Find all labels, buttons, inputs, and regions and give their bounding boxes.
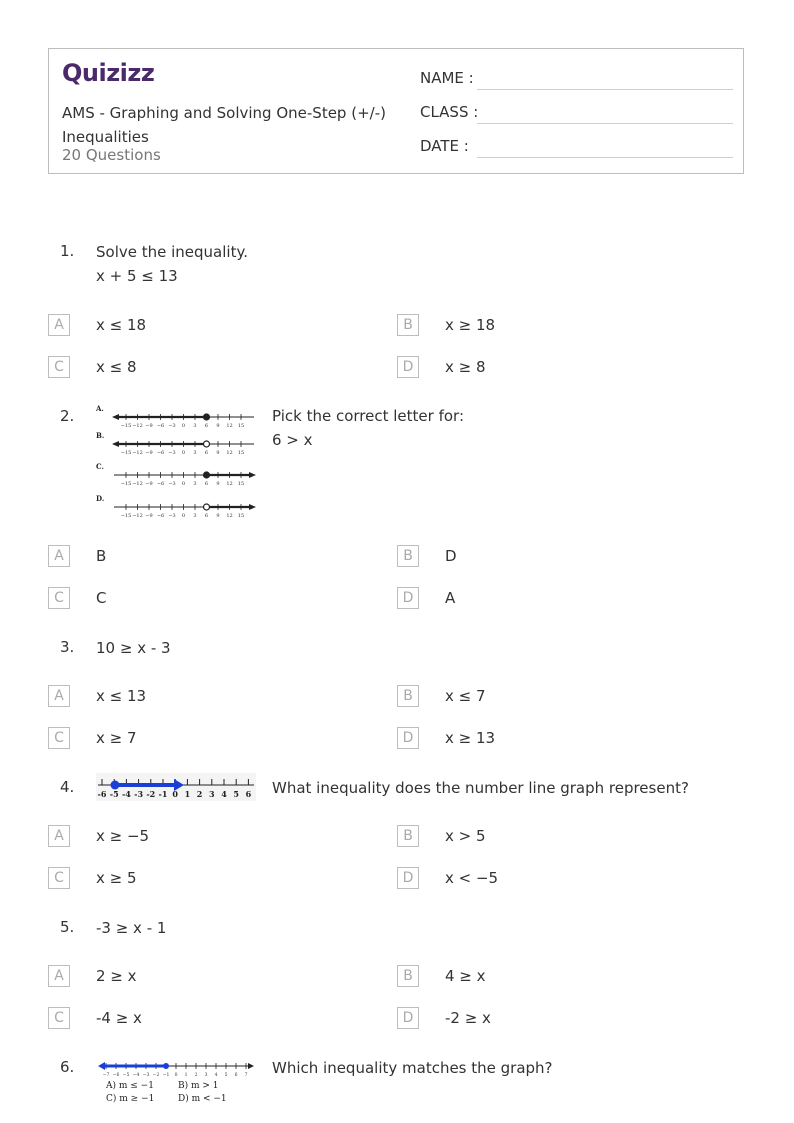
option-letter-box[interactable]: C [48, 727, 70, 749]
option-letter-box[interactable]: D [397, 727, 419, 749]
date-line [477, 157, 733, 158]
open-endpoint [204, 441, 210, 447]
tick-label: −2 [152, 1073, 160, 1078]
tick-label: 3 [209, 789, 215, 799]
number-line-figure [96, 773, 256, 801]
tick-label: 0 [172, 789, 178, 799]
worksheet-header [48, 48, 744, 174]
tick-label: −6 [156, 450, 165, 456]
tick-label: 9 [216, 423, 220, 429]
option-text: 4 ≥ x [445, 967, 486, 985]
tick-label: −9 [145, 423, 153, 429]
question-line: Pick the correct letter for: [272, 407, 464, 425]
tick-label: 6 [245, 789, 252, 799]
quizizz-logo: Quizizz [62, 59, 155, 87]
tick-label: 9 [216, 513, 220, 519]
option-letter-box[interactable]: D [397, 1007, 419, 1029]
row-label: A. [96, 404, 104, 413]
tick-label: 5 [224, 1073, 228, 1078]
tick-label: 2 [196, 789, 203, 799]
tick-label: 15 [237, 450, 245, 456]
tick-label: −12 [132, 513, 143, 519]
tick-label: −3 [142, 1073, 150, 1078]
question-line: What inequality does the number line graph represent? [272, 779, 689, 797]
tick-label: −15 [120, 423, 132, 429]
tick-label: 1 [184, 1073, 188, 1078]
option-letter-box[interactable]: D [397, 356, 419, 378]
tick-label: 3 [193, 423, 197, 429]
option-letter-box[interactable]: A [48, 545, 70, 567]
tick-label: −12 [132, 423, 143, 429]
answer-choice: C) m ≥ −1 [106, 1094, 155, 1104]
tick-label: −15 [120, 481, 132, 487]
tick-label: 12 [226, 423, 233, 429]
tick-label: -1 [158, 789, 168, 799]
tick-label: −6 [156, 481, 165, 487]
option-text: x < −5 [445, 869, 499, 887]
tick-label: 0 [181, 481, 186, 487]
tick-label: 0 [174, 1073, 178, 1078]
ray-arrowhead [98, 1062, 105, 1070]
option-text: x ≤ 8 [96, 358, 137, 376]
answer-choice: D) m < −1 [178, 1094, 227, 1104]
tick-label: 0 [181, 423, 186, 429]
tick-label: 3 [193, 481, 197, 487]
axis-arrow-right [249, 504, 256, 510]
tick-label: −5 [122, 1073, 130, 1078]
tick-label: -6 [97, 789, 107, 799]
tick-label: −12 [132, 481, 143, 487]
tick-label: -2 [146, 789, 156, 799]
question-count: 20 Questions [62, 146, 161, 164]
tick-label: 6 [234, 1073, 238, 1078]
question-number: 3. [60, 638, 75, 656]
closed-endpoint [111, 781, 120, 790]
option-letter-box[interactable]: A [48, 965, 70, 987]
answer-choice: B) m > 1 [178, 1081, 219, 1091]
question-number: 6. [60, 1058, 75, 1076]
option-text: x ≤ 18 [96, 316, 147, 334]
tick-label: 6 [204, 423, 209, 429]
question-line: Which inequality matches the graph? [272, 1059, 553, 1077]
option-text: x ≥ 18 [445, 316, 496, 334]
tick-label: 3 [193, 513, 197, 519]
option-letter-box[interactable]: C [48, 1007, 70, 1029]
option-letter-box[interactable]: D [397, 587, 419, 609]
option-letter-box[interactable]: A [48, 685, 70, 707]
option-letter-box[interactable]: B [397, 825, 419, 847]
option-text: x ≥ −5 [96, 827, 150, 845]
tick-label: 9 [216, 481, 220, 487]
tick-label: −6 [156, 423, 165, 429]
option-text: A [445, 589, 456, 607]
question-text [96, 240, 248, 288]
option-text: C [96, 589, 107, 607]
tick-label: −3 [168, 423, 176, 429]
tick-label: −12 [132, 450, 143, 456]
tick-label: 4 [221, 789, 227, 799]
question-text [272, 404, 464, 452]
option-letter-box[interactable]: D [397, 867, 419, 889]
tick-label: −9 [145, 481, 153, 487]
tick-label: 15 [237, 481, 245, 487]
tick-label: 6 [204, 450, 209, 456]
row-label: D. [96, 494, 105, 503]
option-text: x ≥ 7 [96, 729, 137, 747]
question-line: 10 ≥ x - 3 [96, 639, 171, 657]
tick-label: 12 [226, 450, 233, 456]
name-line [477, 89, 733, 90]
option-text: x ≥ 8 [445, 358, 486, 376]
tick-label: -4 [121, 789, 131, 799]
question-line: 6 > x [272, 431, 313, 449]
tick-label: 12 [226, 481, 233, 487]
axis-arrow-right [248, 1063, 254, 1069]
option-text: x > 5 [445, 827, 486, 845]
option-letter-box[interactable]: A [48, 314, 70, 336]
number-lines-figure [94, 401, 260, 521]
option-letter-box[interactable]: B [397, 545, 419, 567]
question-text [272, 776, 689, 800]
question-text [272, 1056, 553, 1080]
tick-label: -5 [109, 789, 119, 799]
option-text: x ≥ 13 [445, 729, 496, 747]
question-line: Solve the inequality. [96, 243, 248, 261]
name-label: NAME : [420, 69, 474, 87]
option-text: 2 ≥ x [96, 967, 137, 985]
tick-label: −7 [102, 1073, 110, 1078]
worksheet-title: AMS - Graphing and Solving One-Step (+/-) Inequalities [62, 104, 386, 146]
tick-label: 2 [194, 1073, 198, 1078]
tick-label: −15 [120, 513, 132, 519]
option-letter-box[interactable]: B [397, 314, 419, 336]
closed-endpoint [163, 1063, 169, 1069]
option-text: x ≥ 5 [96, 869, 137, 887]
question-number: 2. [60, 407, 75, 425]
option-letter-box[interactable]: B [397, 965, 419, 987]
tick-label: −15 [120, 450, 132, 456]
row-label: C. [96, 462, 104, 471]
tick-label: 6 [204, 481, 209, 487]
option-letter-box[interactable]: C [48, 356, 70, 378]
question-number: 5. [60, 918, 75, 936]
option-text: B [96, 547, 107, 565]
tick-label: −6 [112, 1073, 120, 1078]
tick-label: −6 [156, 513, 165, 519]
tick-label: 15 [237, 513, 245, 519]
option-letter-box[interactable]: C [48, 587, 70, 609]
tick-label: −4 [132, 1073, 140, 1078]
tick-label: 0 [181, 513, 186, 519]
tick-label: 15 [237, 423, 245, 429]
axis-arrow-right [249, 472, 256, 478]
tick-label: 1 [184, 789, 191, 799]
tick-label: 0 [181, 450, 186, 456]
option-letter-box[interactable]: A [48, 825, 70, 847]
question-line: -3 ≥ x - 1 [96, 919, 167, 937]
open-endpoint [204, 504, 210, 510]
number-line-figure [96, 1057, 258, 1107]
option-text: -4 ≥ x [96, 1009, 142, 1027]
tick-label: 5 [233, 789, 239, 799]
answer-choice: A) m ≤ −1 [106, 1081, 154, 1091]
option-text: x ≤ 13 [96, 687, 147, 705]
row-label: B. [96, 431, 105, 440]
question-text [96, 916, 166, 940]
class-label: CLASS : [420, 103, 479, 121]
tick-label: 3 [193, 450, 197, 456]
option-letter-box[interactable]: C [48, 867, 70, 889]
tick-label: -3 [134, 789, 144, 799]
option-text: x ≤ 7 [445, 687, 486, 705]
option-text: D [445, 547, 457, 565]
tick-label: −3 [168, 513, 176, 519]
tick-label: 12 [226, 513, 233, 519]
tick-label: −9 [145, 513, 153, 519]
option-text: -2 ≥ x [445, 1009, 491, 1027]
tick-label: 7 [244, 1073, 248, 1078]
tick-label: −3 [168, 481, 176, 487]
option-letter-box[interactable]: B [397, 685, 419, 707]
tick-label: 4 [214, 1073, 218, 1078]
tick-label: 6 [204, 513, 209, 519]
question-text [96, 636, 171, 660]
tick-label: −3 [168, 450, 176, 456]
question-number: 4. [60, 778, 75, 796]
tick-label: −9 [145, 450, 153, 456]
closed-endpoint [204, 414, 210, 420]
tick-label: 3 [204, 1073, 208, 1078]
date-label: DATE : [420, 137, 469, 155]
question-line: x + 5 ≤ 13 [96, 267, 178, 285]
closed-endpoint [204, 472, 210, 478]
tick-label: 9 [216, 450, 220, 456]
tick-label: −1 [162, 1073, 170, 1078]
question-number: 1. [60, 242, 75, 260]
class-line [477, 123, 733, 124]
